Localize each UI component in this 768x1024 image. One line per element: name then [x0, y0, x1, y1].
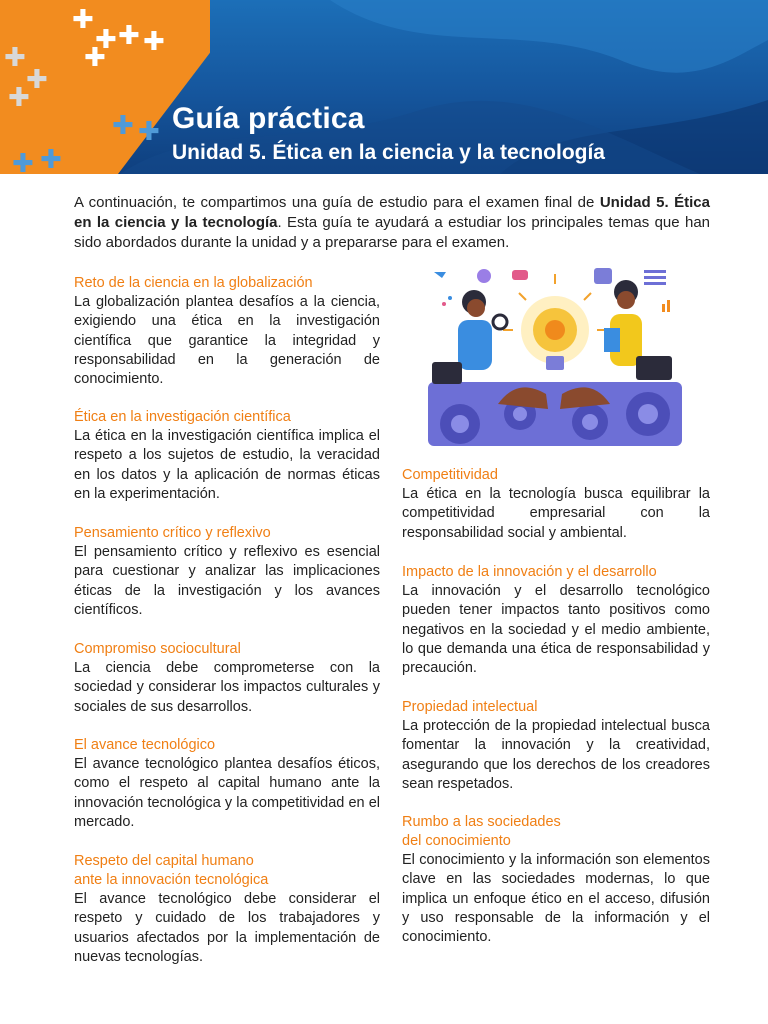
section-competitividad: [402, 466, 710, 543]
section-title: [402, 813, 710, 851]
page-subtitle: Unidad 5. Ética en la ciencia y la tecnología: [172, 141, 605, 164]
section-body: La ética en la investigación científica implica el respeto a los sujetos de estudio, la veracidad en los datos y la aplicación de normas éticas en la experimentación.: [74, 428, 380, 502]
section-body: La ciencia debe comprometerse con la sociedad y considerar los impactos culturales y sociales de sus desarrollos.: [74, 660, 380, 715]
intro-text: . Esta guía te ayudará a estudiar los principales temas que han sido abordados durante la unidad y a prepararse para el examen.: [74, 214, 710, 251]
section-title-line: Respeto del capital humano: [74, 853, 254, 869]
section-title: Impacto de la innovación y el desarrollo: [402, 564, 657, 580]
section-title: Pensamiento crítico y reflexivo: [74, 525, 271, 541]
section-impacto-innovacion: [402, 563, 710, 678]
plus-icon: ✚: [4, 42, 26, 72]
section-compromiso-sociocultural: [74, 640, 380, 717]
section-title: El avance tecnológico: [74, 737, 216, 753]
section-title: Ética en la investigación científica: [74, 409, 291, 425]
section-body: La innovación y el desarrollo tecnológico pueden tener impactos tanto positivos como negativos en la sociedad y el medio ambiente, lo que demanda una ética de responsabilidad y precaución.: [402, 583, 710, 677]
plus-icon: ✚: [12, 148, 34, 174]
section-avance-tecnologico: [74, 736, 380, 832]
section-propiedad-intelectual: [402, 698, 710, 794]
section-title-line: Rumbo a las sociedades: [402, 814, 561, 830]
section-etica-investigacion: [74, 408, 380, 504]
plus-icon: ✚: [40, 144, 62, 174]
section-title-line: del conocimiento: [402, 833, 511, 849]
section-title: [74, 852, 380, 890]
section-body: El pensamiento crítico y reflexivo es esencial para cuestionar y analizar las implicaciones éticas de la investigación y los avances científicos.: [74, 544, 380, 618]
section-title: Reto de la ciencia en la globalización: [74, 275, 313, 291]
plus-icon: ✚: [95, 24, 117, 54]
header-banner: [0, 0, 768, 174]
page-title: Guía práctica: [172, 102, 365, 135]
section-body: El conocimiento y la información son elementos clave en las sociedades modernas, lo que implica un enfoque ético en el acceso, difusión y uso responsable de la información y el conocimiento.: [402, 852, 710, 946]
science-team-lightbulb-illustration: [428, 264, 682, 446]
plus-icon: ✚: [138, 116, 160, 146]
section-reto-ciencia: [74, 274, 380, 389]
intro-text: A continuación, te compartimos una guía de estudio para el examen final de: [74, 194, 600, 211]
intro-paragraph: [74, 193, 710, 253]
plus-icon: ✚: [118, 20, 140, 50]
section-body: El avance tecnológico plantea desafíos éticos, como el respeto al capital humano ante la innovación tecnológica y la competitividad en el mercado.: [74, 756, 380, 830]
section-body: La globalización plantea desafíos a la ciencia, exigiendo una ética en la investigación científica que garantice la integridad y responsabilidad en la generación de conocimiento.: [74, 294, 380, 388]
plus-icon: ✚: [143, 26, 165, 56]
section-respeto-capital-humano: [74, 852, 380, 967]
plus-icon: ✚: [112, 110, 134, 140]
section-title: Propiedad intelectual: [402, 699, 538, 715]
intro-bold-text: Unidad 5. Ética en la ciencia y la tecnología: [74, 194, 710, 231]
section-body: El avance tecnológico debe considerar el respeto y cuidado de los trabajadores y usuarios afectados por la implementación de nuevas tecnologías.: [74, 891, 380, 965]
section-body: La protección de la propiedad intelectual busca fomentar la innovación y la creatividad, asegurando que los derechos de los creadores sean respetados.: [402, 718, 710, 792]
plus-icon: ✚: [8, 82, 30, 112]
section-title: Compromiso sociocultural: [74, 641, 241, 657]
plus-icon: ✚: [72, 4, 94, 34]
plus-icon: ✚: [84, 42, 106, 72]
section-pensamiento-critico: [74, 524, 380, 620]
section-sociedades-conocimiento: [402, 813, 710, 947]
plus-icon: ✚: [26, 64, 48, 94]
section-title: Competitividad: [402, 467, 498, 483]
section-title-line: ante la innovación tecnológica: [74, 872, 269, 888]
section-body: La ética en la tecnología busca equilibrar la competitividad empresarial con la responsabilidad social y ambiental.: [402, 486, 710, 541]
